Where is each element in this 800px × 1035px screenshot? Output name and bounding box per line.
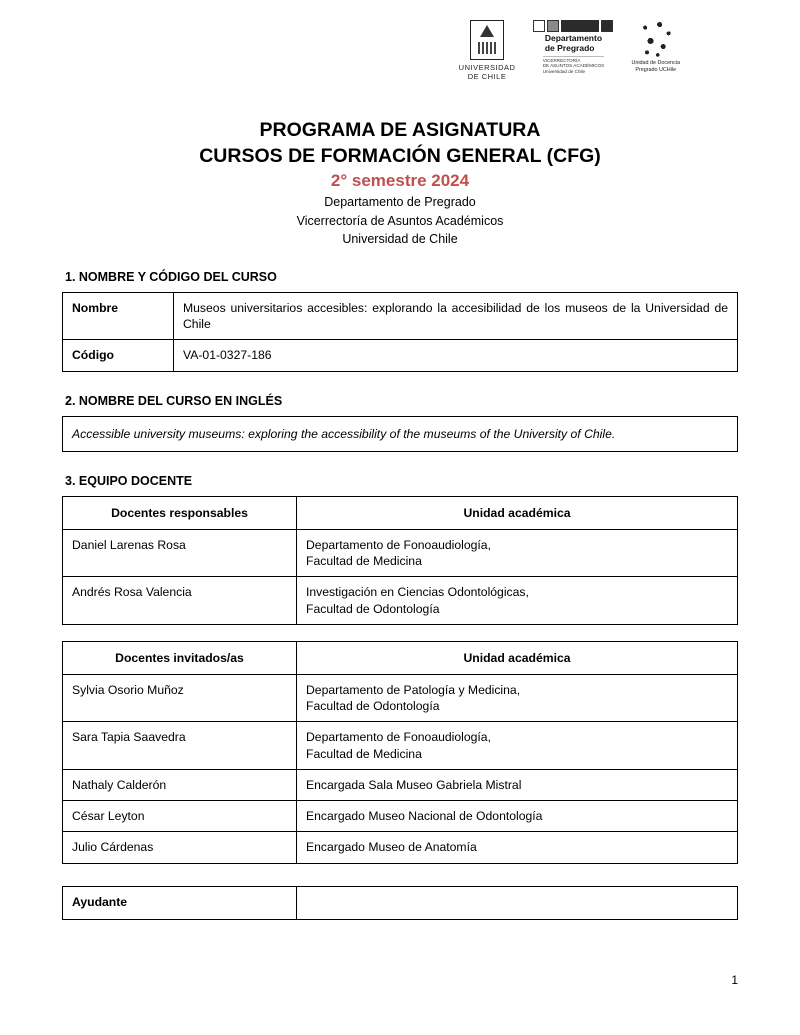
- responsable-unidad-cell: [297, 529, 738, 576]
- unidad-line2: Facultad de Medicina: [306, 554, 422, 569]
- unidad-line1: Departamento de Fonoaudiología,: [306, 537, 491, 552]
- table-row: [63, 529, 738, 576]
- unidad-line1: Departamento de Patología y Medicina,: [306, 683, 521, 698]
- table-header-row: [63, 641, 738, 674]
- invitado-name-cell: Sylvia Osorio Muñoz: [63, 675, 297, 722]
- table-row: [63, 722, 738, 769]
- table-row: [63, 675, 738, 722]
- document-subtitle-line2: Vicerrectoría de Asuntos Académicos: [296, 213, 504, 228]
- codigo-label-cell: Código: [63, 340, 174, 371]
- document-semester: 2° semestre 2024: [330, 171, 470, 191]
- logo-ud-caption: [631, 60, 680, 74]
- section-2-heading: 2. NOMBRE DEL CURSO EN INGLÉS: [65, 393, 283, 408]
- departamento-mark-icon: [533, 20, 613, 32]
- document-title-line2: CURSOS DE FORMACIÓN GENERAL (CFG): [199, 144, 601, 167]
- unidad-line2: Facultad de Odontología: [306, 699, 440, 714]
- unidad-line1: Departamento de Fonoaudiología,: [306, 730, 491, 745]
- logo-universidad-de-chile: [459, 20, 516, 82]
- logo-uch-caption: [459, 63, 516, 82]
- document-subtitle-line1: Departamento de Pregrado: [324, 195, 476, 210]
- unidad-line2: Facultad de Odontología: [306, 601, 440, 616]
- logo-departamento-de-pregrado: [533, 20, 613, 75]
- header-logo-bar: [62, 20, 738, 96]
- universidad-de-chile-crest-icon: [470, 20, 504, 60]
- section-1-heading: 1. NOMBRE Y CÓDIGO DEL CURSO: [65, 269, 277, 284]
- logo-dep-sub-line3: Universidad de Chile: [542, 69, 586, 74]
- logo-dep-title: [545, 34, 602, 54]
- table-row: [63, 886, 738, 919]
- invitado-name-cell: Sara Tapia Saavedra: [63, 722, 297, 769]
- docentes-invitados-table: [62, 641, 738, 864]
- logo-dep-sub-line1: VICERRECTORÍA: [542, 57, 581, 63]
- document-subtitle: [62, 193, 738, 247]
- nombre-label-cell: Nombre: [63, 292, 174, 339]
- invitado-unidad-cell: [297, 722, 738, 769]
- invitado-unidad-cell: Encargado Museo Nacional de Odontología: [297, 801, 738, 832]
- table-row: [63, 769, 738, 800]
- ayudante-table: [62, 886, 738, 920]
- invitados-col2-header: Unidad académica: [297, 641, 738, 674]
- invitados-col1-header: Docentes invitados/as: [63, 641, 297, 674]
- section-3-heading: 3. EQUIPO DOCENTE: [65, 473, 193, 488]
- unidad-line2: Facultad de Medicina: [306, 746, 422, 761]
- logo-unidad-de-docencia: [631, 20, 680, 74]
- invitado-name-cell: Nathaly Calderón: [63, 769, 297, 800]
- codigo-value-cell: VA-01-0327-186: [174, 340, 738, 371]
- course-name-table: [62, 292, 738, 372]
- logo-dep-title-line2: de Pregrado: [544, 42, 595, 53]
- table-spacer: [62, 625, 738, 641]
- responsables-col1-header: Docentes responsables: [63, 496, 297, 529]
- invitado-unidad-cell: [297, 675, 738, 722]
- ayudante-value-cell: [297, 886, 738, 919]
- logo-ud-line1: Unidad de Docencia: [631, 60, 680, 66]
- invitado-name-cell: César Leyton: [63, 801, 297, 832]
- document-title: [62, 118, 738, 169]
- table-spacer: [62, 864, 738, 886]
- logo-dep-subtitle: [543, 56, 604, 75]
- table-row: [63, 416, 738, 451]
- responsable-unidad-cell: [297, 577, 738, 624]
- invitado-name-cell: Julio Cárdenas: [63, 832, 297, 863]
- document-subtitle-line3: Universidad de Chile: [342, 231, 458, 246]
- page-number: 1: [731, 973, 738, 987]
- table-row: [63, 801, 738, 832]
- logo-ud-line2: Pregrado UCHile: [635, 67, 677, 74]
- table-row: [63, 340, 738, 371]
- document-title-line1: PROGRAMA DE ASIGNATURA: [259, 119, 541, 141]
- table-row: [63, 832, 738, 863]
- unidad-docencia-dots-icon: [638, 20, 674, 58]
- logo-dep-title-line1: Departamento: [544, 33, 603, 43]
- table-header-row: [63, 496, 738, 529]
- unidad-line1: Investigación en Ciencias Odontológicas,: [306, 585, 529, 600]
- responsables-col2-header: Unidad académica: [297, 496, 738, 529]
- english-name-cell: Accessible university museums: exploring the accessibility of the museums of the University of Chile.: [63, 416, 738, 451]
- logo-uch-line2: DE CHILE: [467, 72, 507, 82]
- logo-uch-line1: UNIVERSIDAD: [458, 63, 516, 72]
- logo-dep-sub-line2: DE ASUNTOS ACADÉMICOS: [542, 63, 605, 69]
- nombre-value-cell: Museos universitarios accesibles: explorando la accesibilidad de los museos de la Universidad de Chile: [174, 292, 738, 339]
- invitado-unidad-cell: Encargada Sala Museo Gabriela Mistral: [297, 769, 738, 800]
- ayudante-label-cell: Ayudante: [63, 886, 297, 919]
- invitado-unidad-cell: Encargado Museo de Anatomía: [297, 832, 738, 863]
- course-name-english-table: [62, 416, 738, 452]
- docentes-responsables-table: [62, 496, 738, 625]
- responsable-name-cell: Andrés Rosa Valencia: [63, 577, 297, 624]
- table-row: [63, 292, 738, 339]
- responsable-name-cell: Daniel Larenas Rosa: [63, 529, 297, 576]
- table-row: [63, 577, 738, 624]
